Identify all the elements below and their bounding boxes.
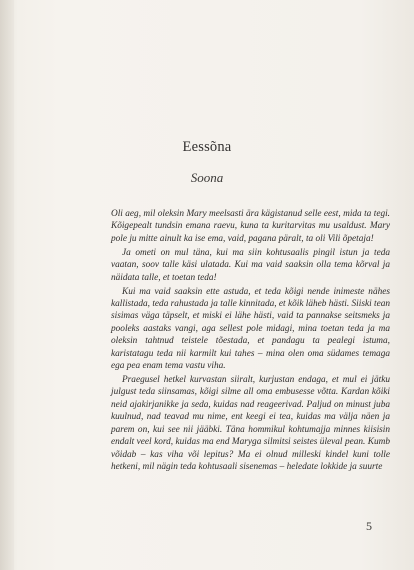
body-text — [111, 208, 390, 475]
paragraph: Ja ometi on mul täna, kui ma siin kohtusaalis pingil istun ja teda vaatan, soov talle käsi ulatada. Kui ma vaid saaksin olla tema kõrval ja näidata talle, et toetan teda! — [111, 247, 390, 283]
paragraph: Praegusel hetkel kurvastan siiralt, kurjustan endaga, et mul ei jätku julgust teda siinsamas, kõigi silme all oma embusesse võtta. Kardan kõiki neid ajakirjanikke ja seda, kuidas nad reageerivad. Paljud on minust juba kuulnud, nad teavad mu nime, ent keegi ei tea, kuidas ma välja näen ja parem on, kui see nii jääbki. Täna hommikul kohtumajja minnes kiisisin endalt veel kord, kuidas ma end Maryga silmitsi seistes üleval pean. Kumb võidab – kas viha või lepitus? Ma ei olnud milleski kindel kuni tolle hetkeni, mil nägin teda kohtusaali sisenemas – heledate lokkide ja suurte — [111, 375, 390, 472]
page-number: 5 — [366, 519, 372, 533]
chapter-title: Eessõna — [182, 139, 232, 155]
chapter-subtitle: Soona — [190, 170, 224, 185]
book-spine-shadow — [0, 0, 14, 570]
paragraph: Oli aeg, mil oleksin Mary meelsasti ära kägistanud selle eest, mida ta tegi. Kõigepealt tundsin emana raevu, kuna ta kuritarvitas mu usaldust. Mary pole ju mitte ainult ka ise ema, vaid, pagana päralt, ta oli Vili õpetaja! — [111, 209, 390, 244]
paragraph: Kui ma vaid saaksin ette astuda, et teda kõigi nende inimeste nähes kallistada, teda rahustada ja talle kinnitada, et kõik läheb hästi. Siiski tean sisimas väga täpselt, et miski ei lähe hästi, vaid ta pannakse seitsmeks ja pooleks aastaks vangi, aga sellest pole midagi, mina toetan teda ja ma oleksin tahtnud teistele tõestada, et pandagu ta pealegi istuma, karistatagu teda nii karmilt kui tahes – mina olen oma südames temaga ega pea enam tema vastu viha. — [111, 286, 390, 372]
